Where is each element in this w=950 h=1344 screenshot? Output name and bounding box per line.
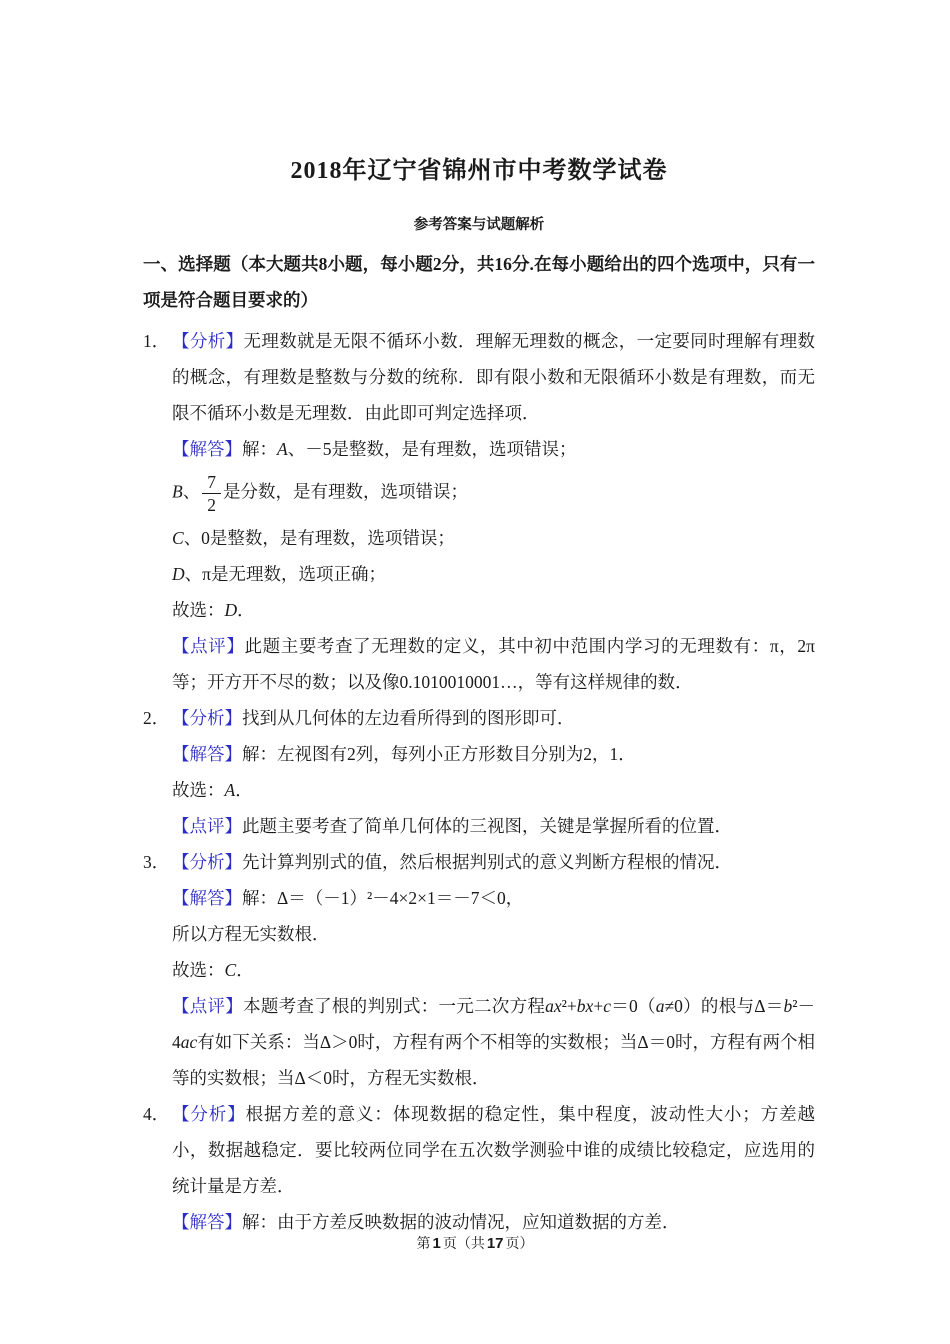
comment-label: 【点评】 <box>172 816 242 837</box>
question-block-plain <box>172 520 815 556</box>
document-subtitle: 参考答案与试题解析 <box>413 217 545 233</box>
question-block-analysis <box>172 1096 815 1204</box>
question-item <box>143 700 815 844</box>
questions-container <box>143 323 815 1240</box>
block-text: 所以方程无实数根． <box>172 924 330 945</box>
question-content <box>172 323 815 700</box>
question-block-comment <box>172 808 815 844</box>
fraction <box>202 472 221 515</box>
block-text: 本题考查了根的判别式：一元二次方程ax²+bx+c＝0（a≠0）的根与Δ＝b²－4ac有如下关系：当Δ＞0时，方程有两个不相等的实数根；当Δ＝0时，方程有两个相等的实数根；当Δ＜0时，方程无实数根． <box>172 996 816 1089</box>
question-block-plain <box>172 916 815 952</box>
answer-label: 【解答】 <box>172 744 242 765</box>
question-block-comment <box>172 988 815 1096</box>
fraction-prefix-text: B、 <box>172 481 201 502</box>
document-content <box>143 0 815 1240</box>
question-block-plain <box>172 592 815 628</box>
answer-label: 【解答】 <box>172 439 242 459</box>
question-block-answer <box>172 736 815 772</box>
block-text: 无理数就是无限不循环小数．理解无理数的概念，一定要同时理解有理数的概念，有理数是整数与分数的统称．即有限小数和无限循环小数是有理数，而无限不循环小数是无理数．由此即可判定选择项． <box>172 331 816 423</box>
footer-infix: 页（共 <box>442 1237 485 1252</box>
block-text: 根据方差的意义：体现数据的稳定性，集中程度，波动性大小；方差越小，数据越稳定．要比较两位同学在五次数学测验中谁的成绩比较稳定，应选用的统计量是方差． <box>172 1104 816 1197</box>
question-number: 4． <box>143 1104 170 1125</box>
fraction-suffix-text: 是分数，是有理数，选项错误； <box>222 481 468 502</box>
answer-label: 【解答】 <box>172 888 242 909</box>
question-block-analysis <box>172 323 815 431</box>
fraction-denominator: 2 <box>207 495 216 516</box>
question-item <box>143 1096 815 1240</box>
block-text: 解：Δ＝（－1）²－4×2×1＝－7＜0， <box>242 888 524 909</box>
question-content <box>172 1096 815 1240</box>
comment-label: 【点评】 <box>172 996 244 1017</box>
block-text: 此题主要考查了无理数的定义，其中初中范围内学习的无理数有：π，2π等；开方开不尽的数；以及像0.1010010001…，等有这样规律的数． <box>172 636 815 693</box>
question-block-analysis <box>172 844 815 880</box>
block-text: 故选：D． <box>172 600 255 621</box>
analysis-label: 【分析】 <box>172 708 242 729</box>
block-text: 此题主要考查了简单几何体的三视图，关键是掌握所看的位置． <box>242 816 732 837</box>
block-text: 解：左视图有2列，每列小正方形数目分别为2，1． <box>242 744 636 765</box>
block-text: 解：A、－5是整数，是有理数，选项错误； <box>242 439 577 459</box>
block-text: 故选：C． <box>172 960 254 981</box>
footer-prefix: 第 <box>416 1237 431 1252</box>
block-text: 故选：A． <box>172 780 253 801</box>
footer-total-pages: 17 <box>486 1235 504 1252</box>
analysis-label: 【分析】 <box>172 331 244 351</box>
question-block-answer <box>172 431 815 467</box>
question-item <box>143 844 815 1096</box>
question-number: 2． <box>143 708 170 729</box>
question-block-analysis <box>172 700 815 736</box>
answer-label: 【解答】 <box>172 1212 242 1233</box>
page-title: 2018年辽宁省锦州市中考数学试卷 <box>290 158 668 184</box>
question-item <box>143 323 815 700</box>
fraction-numerator: 7 <box>202 472 221 494</box>
question-block-plain <box>172 952 815 988</box>
analysis-label: 【分析】 <box>172 1104 246 1125</box>
question-block-plain <box>172 772 815 808</box>
footer-suffix: 页） <box>505 1237 534 1252</box>
question-number: 1． <box>143 331 170 351</box>
section-heading: 一、选择题（本大题共8小题，每小题2分，共16分.在每小题给出的四个选项中，只有一项是符合题目要求的） <box>143 254 815 310</box>
question-content <box>172 700 815 844</box>
question-block-fraction <box>172 467 815 520</box>
analysis-label: 【分析】 <box>172 852 242 873</box>
block-text: D、π是无理数，选项正确； <box>172 564 386 585</box>
block-text: 先计算判别式的值，然后根据判别式的意义判断方程根的情况． <box>242 852 732 873</box>
question-block-comment <box>172 628 815 700</box>
question-block-plain <box>172 556 815 592</box>
block-text: 找到从几何体的左边看所得到的图形即可． <box>242 708 575 729</box>
page-footer <box>0 1233 950 1253</box>
question-block-answer <box>172 880 815 916</box>
block-text: 解：由于方差反映数据的波动情况，应知道数据的方差． <box>242 1212 680 1233</box>
question-number: 3． <box>143 852 170 873</box>
comment-label: 【点评】 <box>172 636 245 657</box>
footer-page-number: 1 <box>432 1235 441 1252</box>
block-text: C、0是整数，是有理数，选项错误； <box>172 528 455 549</box>
question-content <box>172 844 815 1096</box>
